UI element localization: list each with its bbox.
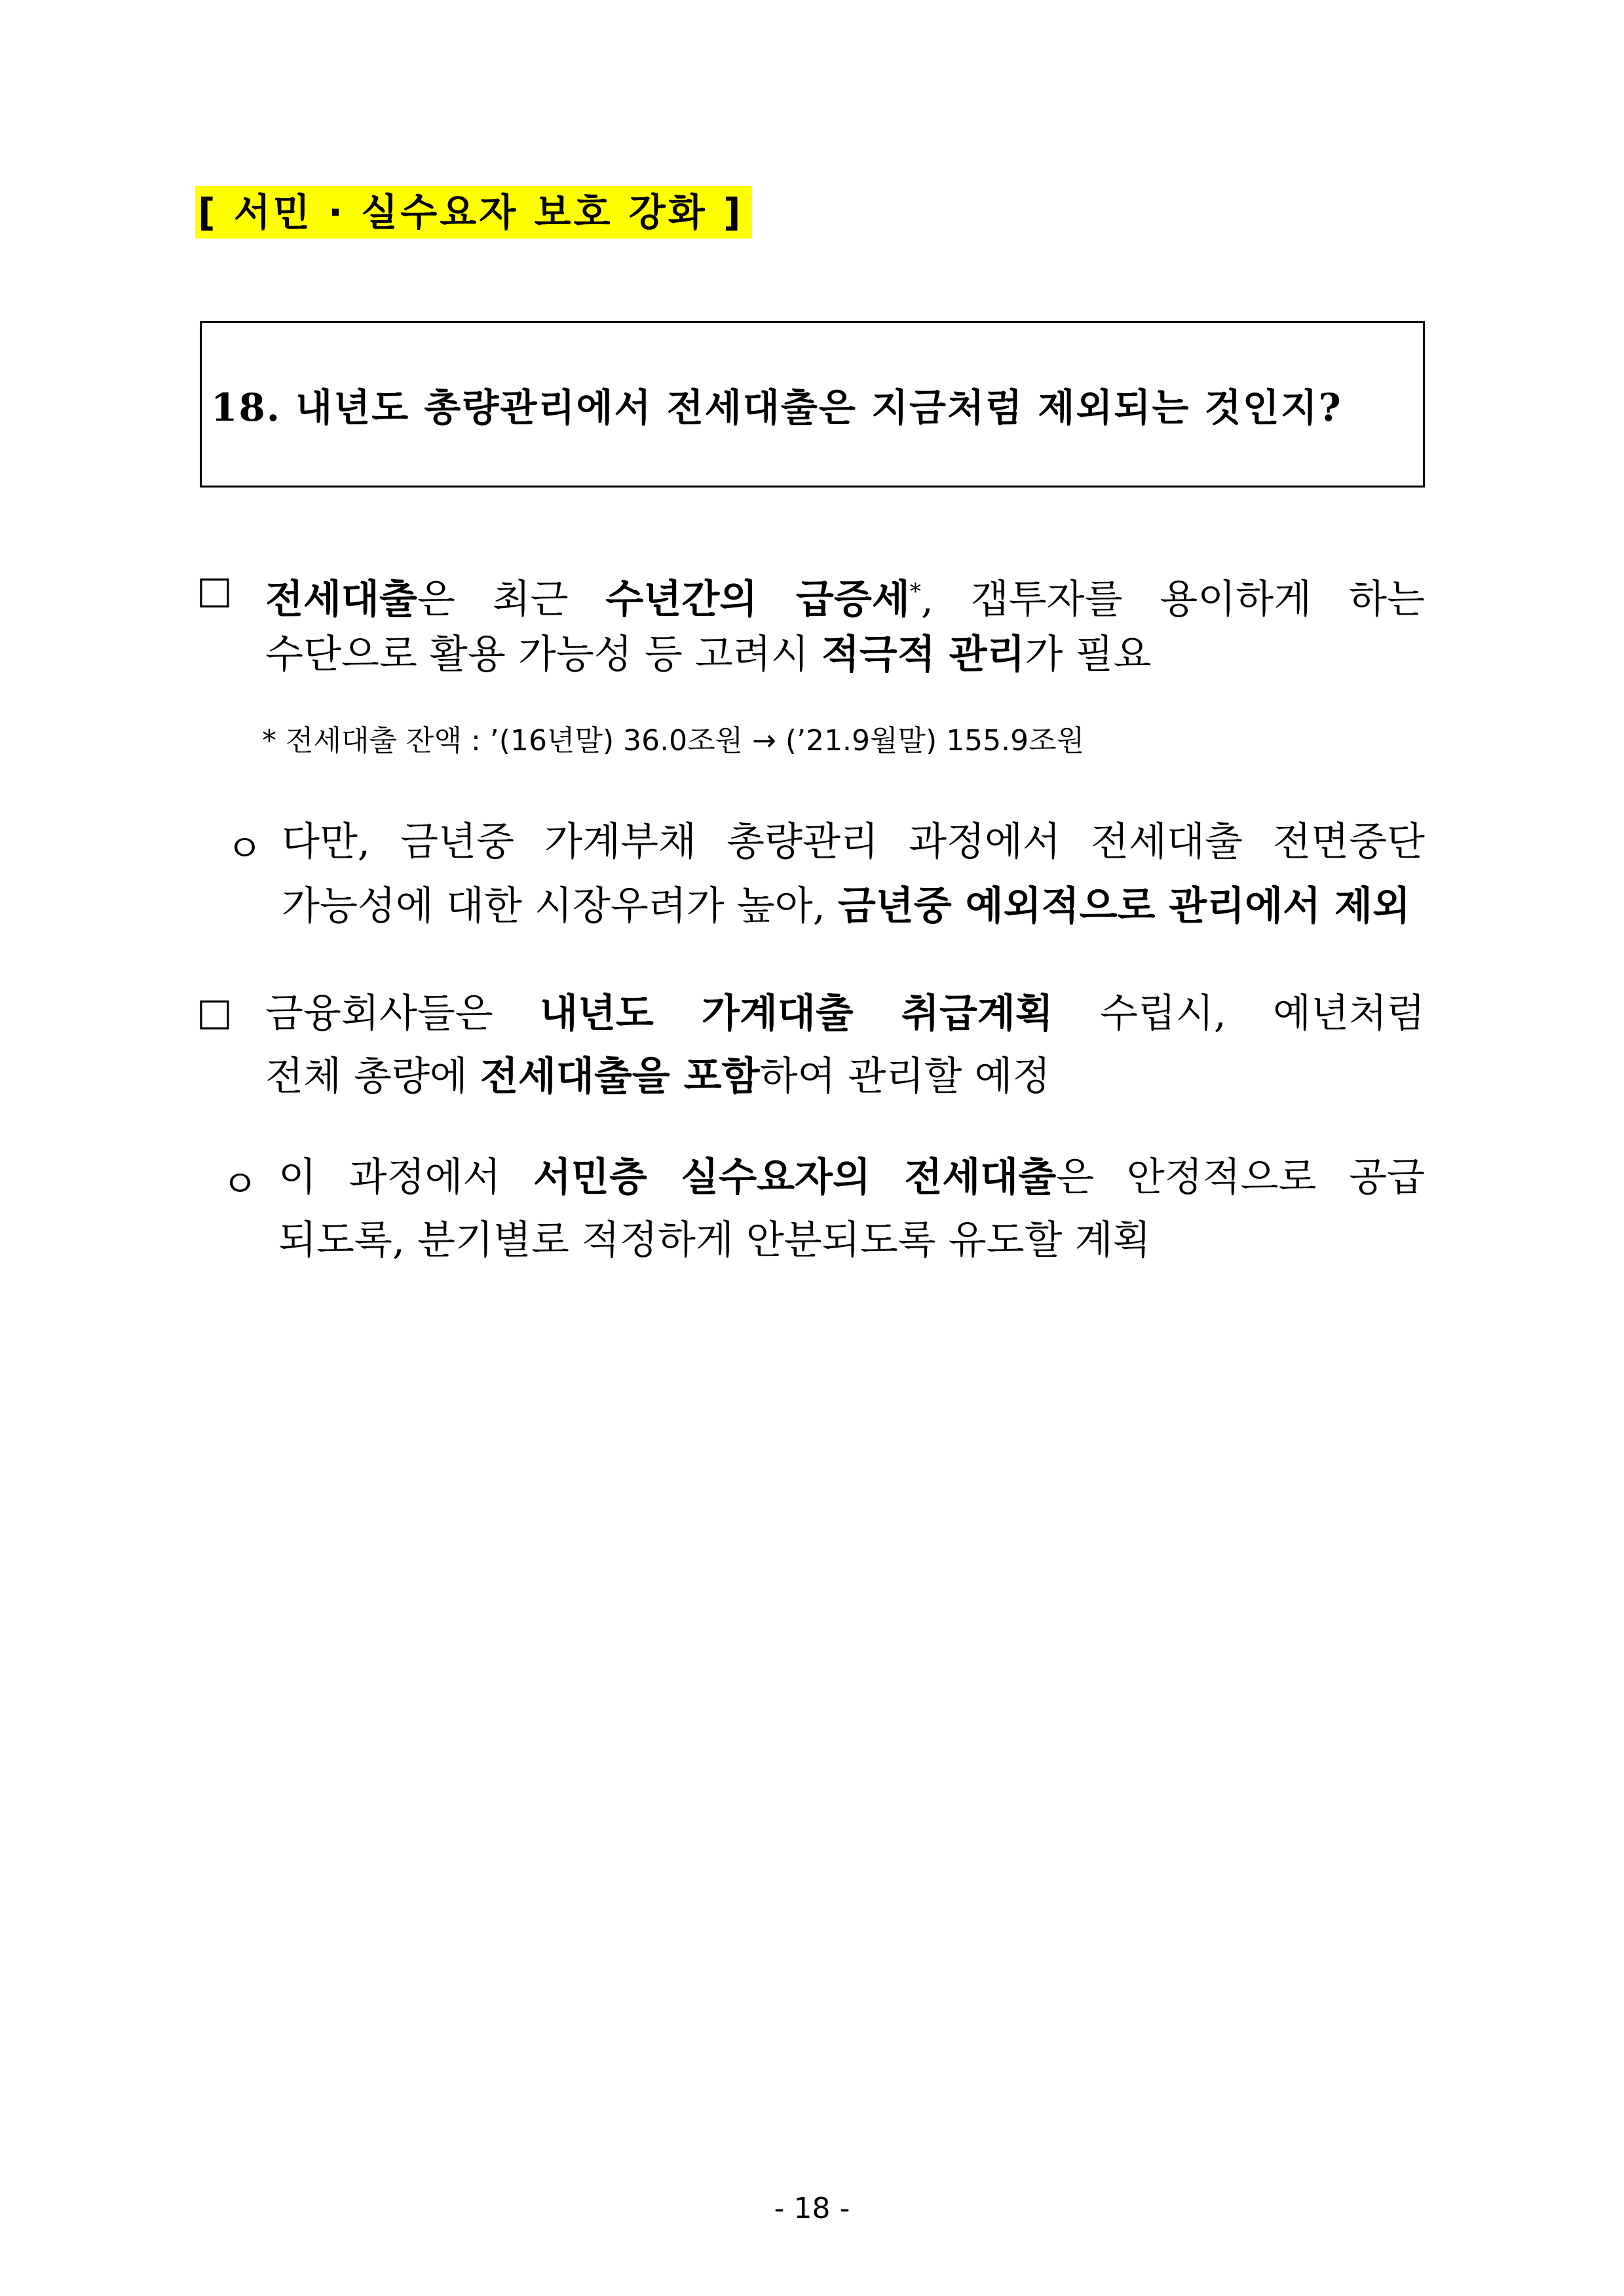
sub1-line1: 다만, 금년중 가계부채 총량관리 과정에서 전세대출 전면중단 bbox=[282, 819, 1425, 865]
text: 하여 관리할 예정 bbox=[759, 1054, 1051, 1100]
text: 가능성에 대한 시장우려가 높아, bbox=[282, 883, 838, 929]
sub2-line2: 되도록, 분기별로 적정하게 안분되도록 유도할 계획 bbox=[278, 1217, 1151, 1263]
emphasis: 서민층 실수요자의 전세대출 bbox=[533, 1155, 1057, 1200]
emphasis: 전세대출을 포함 bbox=[480, 1054, 760, 1100]
circle-bullet: ㅇ bbox=[221, 1162, 259, 1206]
para1-line1 bbox=[265, 562, 1425, 621]
text: 은 최근 bbox=[417, 577, 606, 622]
text: 가 필요 bbox=[1025, 632, 1152, 678]
circle-bullet: ㅇ bbox=[226, 826, 263, 871]
text: 전체 총량에 bbox=[265, 1054, 480, 1100]
footnote: * 전세대출 잔액 : ’(16년말) 36.0조원 → (’21.9월말) 155.9조원 bbox=[262, 724, 1085, 757]
para2-line1 bbox=[265, 984, 1425, 1043]
section-title: [ 서민 · 실수요자 보호 강화 ] bbox=[195, 186, 752, 239]
text: 수단으로 활용 가능성 등 고려시 bbox=[265, 632, 821, 678]
emphasis: 전세대출 bbox=[265, 577, 417, 622]
question-text: 18. 내년도 총량관리에서 전세대출은 지금처럼 제외되는 것인지? bbox=[211, 385, 1342, 430]
para1-line2 bbox=[265, 625, 1152, 684]
sub2-line1 bbox=[278, 1148, 1425, 1207]
text: 이 과정에서 bbox=[278, 1155, 533, 1200]
text: 금융회사들은 bbox=[265, 991, 540, 1037]
emphasis: 수년간의 급증세 bbox=[605, 577, 910, 622]
sub1-line2 bbox=[282, 877, 1410, 936]
text: 수립시, 예년처럼 bbox=[1053, 991, 1425, 1037]
page-number: - 18 - bbox=[774, 2192, 850, 2225]
square-bullet: □ bbox=[197, 567, 233, 612]
square-bullet: □ bbox=[197, 989, 233, 1034]
text: 은 안정적으로 공급 bbox=[1056, 1155, 1426, 1200]
footnote-marker: * bbox=[909, 579, 921, 605]
para2-line2 bbox=[265, 1047, 1050, 1106]
emphasis: 적극적 관리 bbox=[821, 632, 1025, 678]
text: , 갭투자를 용이하게 하는 bbox=[920, 577, 1426, 622]
emphasis: 내년도 가계대출 취급계획 bbox=[540, 991, 1053, 1037]
emphasis: 금년중 예외적으로 관리에서 제외 bbox=[837, 883, 1410, 929]
